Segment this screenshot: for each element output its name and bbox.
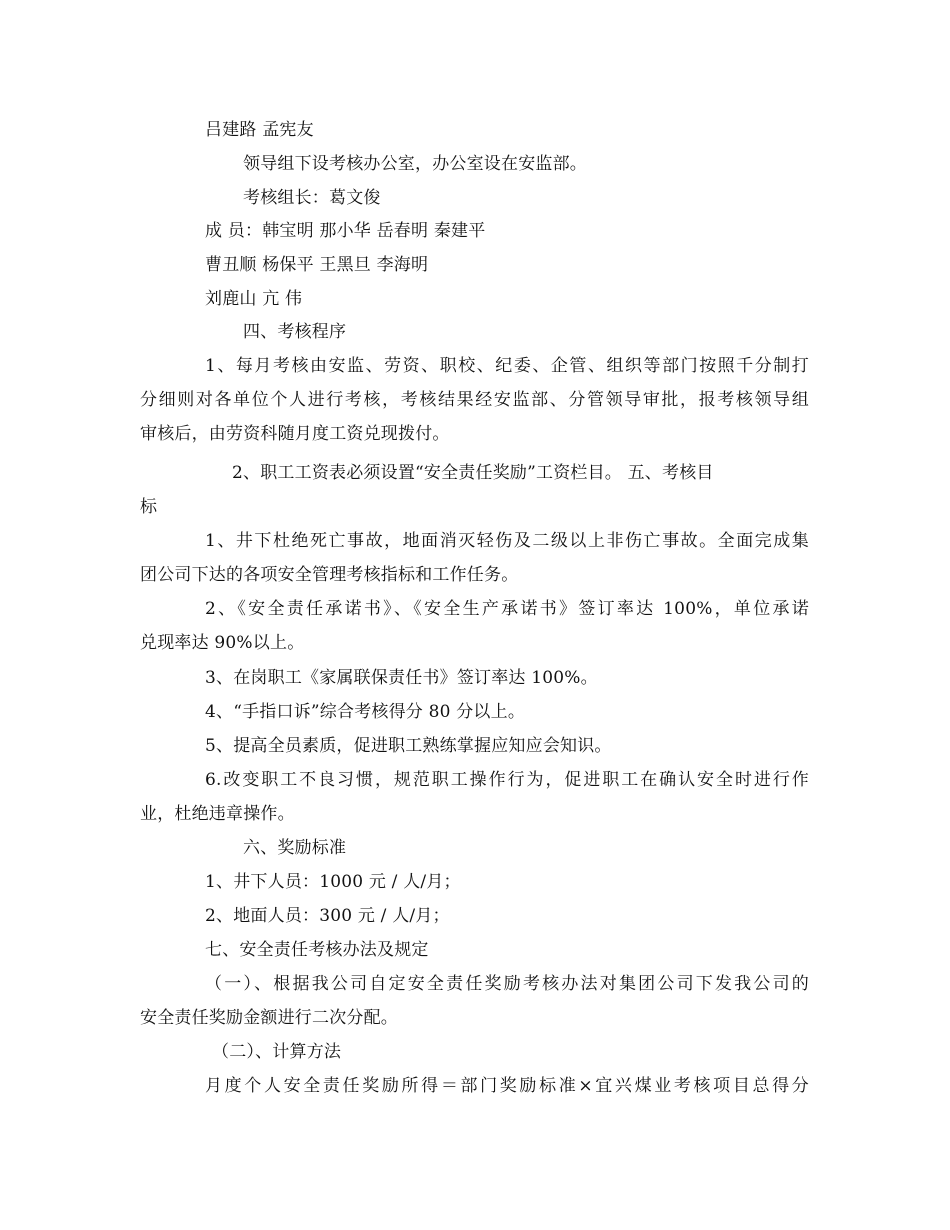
text-line: 领导组下设考核办公室，办公室设在安监部。 [243,154,587,174]
text-line: 月度个人安全责任奖励所得＝部门奖励标准×宜兴煤业考核项目总得分 [205,1076,809,1096]
text-line: 2、地面人员：300 元 / 人/月； [205,906,450,926]
section-heading: 四、考核程序 [243,322,347,342]
text-line: 1、每月考核由安监、劳资、职校、纪委、企管、组织等部门按照千分制打 [205,356,809,376]
text-line: （二）、计算方法 [212,1042,342,1062]
text-line: 考核组长：葛文俊 [243,188,381,208]
text-line: 吕建路 孟宪友 [205,120,314,140]
text-line: 审核后，由劳资科随月度工资兑现拨付。 [140,424,450,444]
text-line: 6.改变职工不良习惯，规范职工操作行为，促进职工在确认安全时进行作 [205,770,809,790]
text-line: 刘鹿山 亢 伟 [205,289,303,309]
text-line: 2、职工工资表必须设置“安全责任奖励”工资栏目。 五、考核目 [232,463,714,483]
text-line: 标 [140,497,158,517]
text-line: 团公司下达的各项安全管理考核指标和工作任务。 [140,565,519,585]
text-line: 5、提高全员素质，促进职工熟练掌握应知应会知识。 [205,736,612,756]
text-line: （一）、根据我公司自定安全责任奖励考核办法对集团公司下发我公司的 [205,974,809,994]
text-line: 兑现率达 90%以上。 [140,633,305,653]
text-line: 曹丑顺 杨保平 王黑旦 李海明 [205,255,429,275]
text-line: 成 员：韩宝明 那小华 岳春明 秦建平 [205,221,486,241]
text-line: 1、井下人员：1000 元 / 人/月； [205,872,461,892]
text-line: 1、井下杜绝死亡事故，地面消灭轻伤及二级以上非伤亡事故。全面完成集 [205,531,809,551]
text-line: 安全责任奖励金额进行二次分配。 [140,1008,398,1028]
text-line: 分细则对各单位个人进行考核，考核结果经安监部、分管领导审批，报考核领导组 [140,390,809,410]
text-line: 4、“手指口诉”综合考核得分 80 分以上。 [205,702,526,722]
text-line: 2、《安全责任承诺书》、《安全生产承诺书》签订率达 100%，单位承诺 [205,599,809,619]
text-line: 业，杜绝违章操作。 [140,804,295,824]
section-heading: 六、奖励标准 [243,838,347,858]
section-heading: 七、安全责任考核办法及规定 [205,940,429,960]
text-line: 3、在岗职工《家属联保责任书》签订率达 100%。 [205,668,598,688]
